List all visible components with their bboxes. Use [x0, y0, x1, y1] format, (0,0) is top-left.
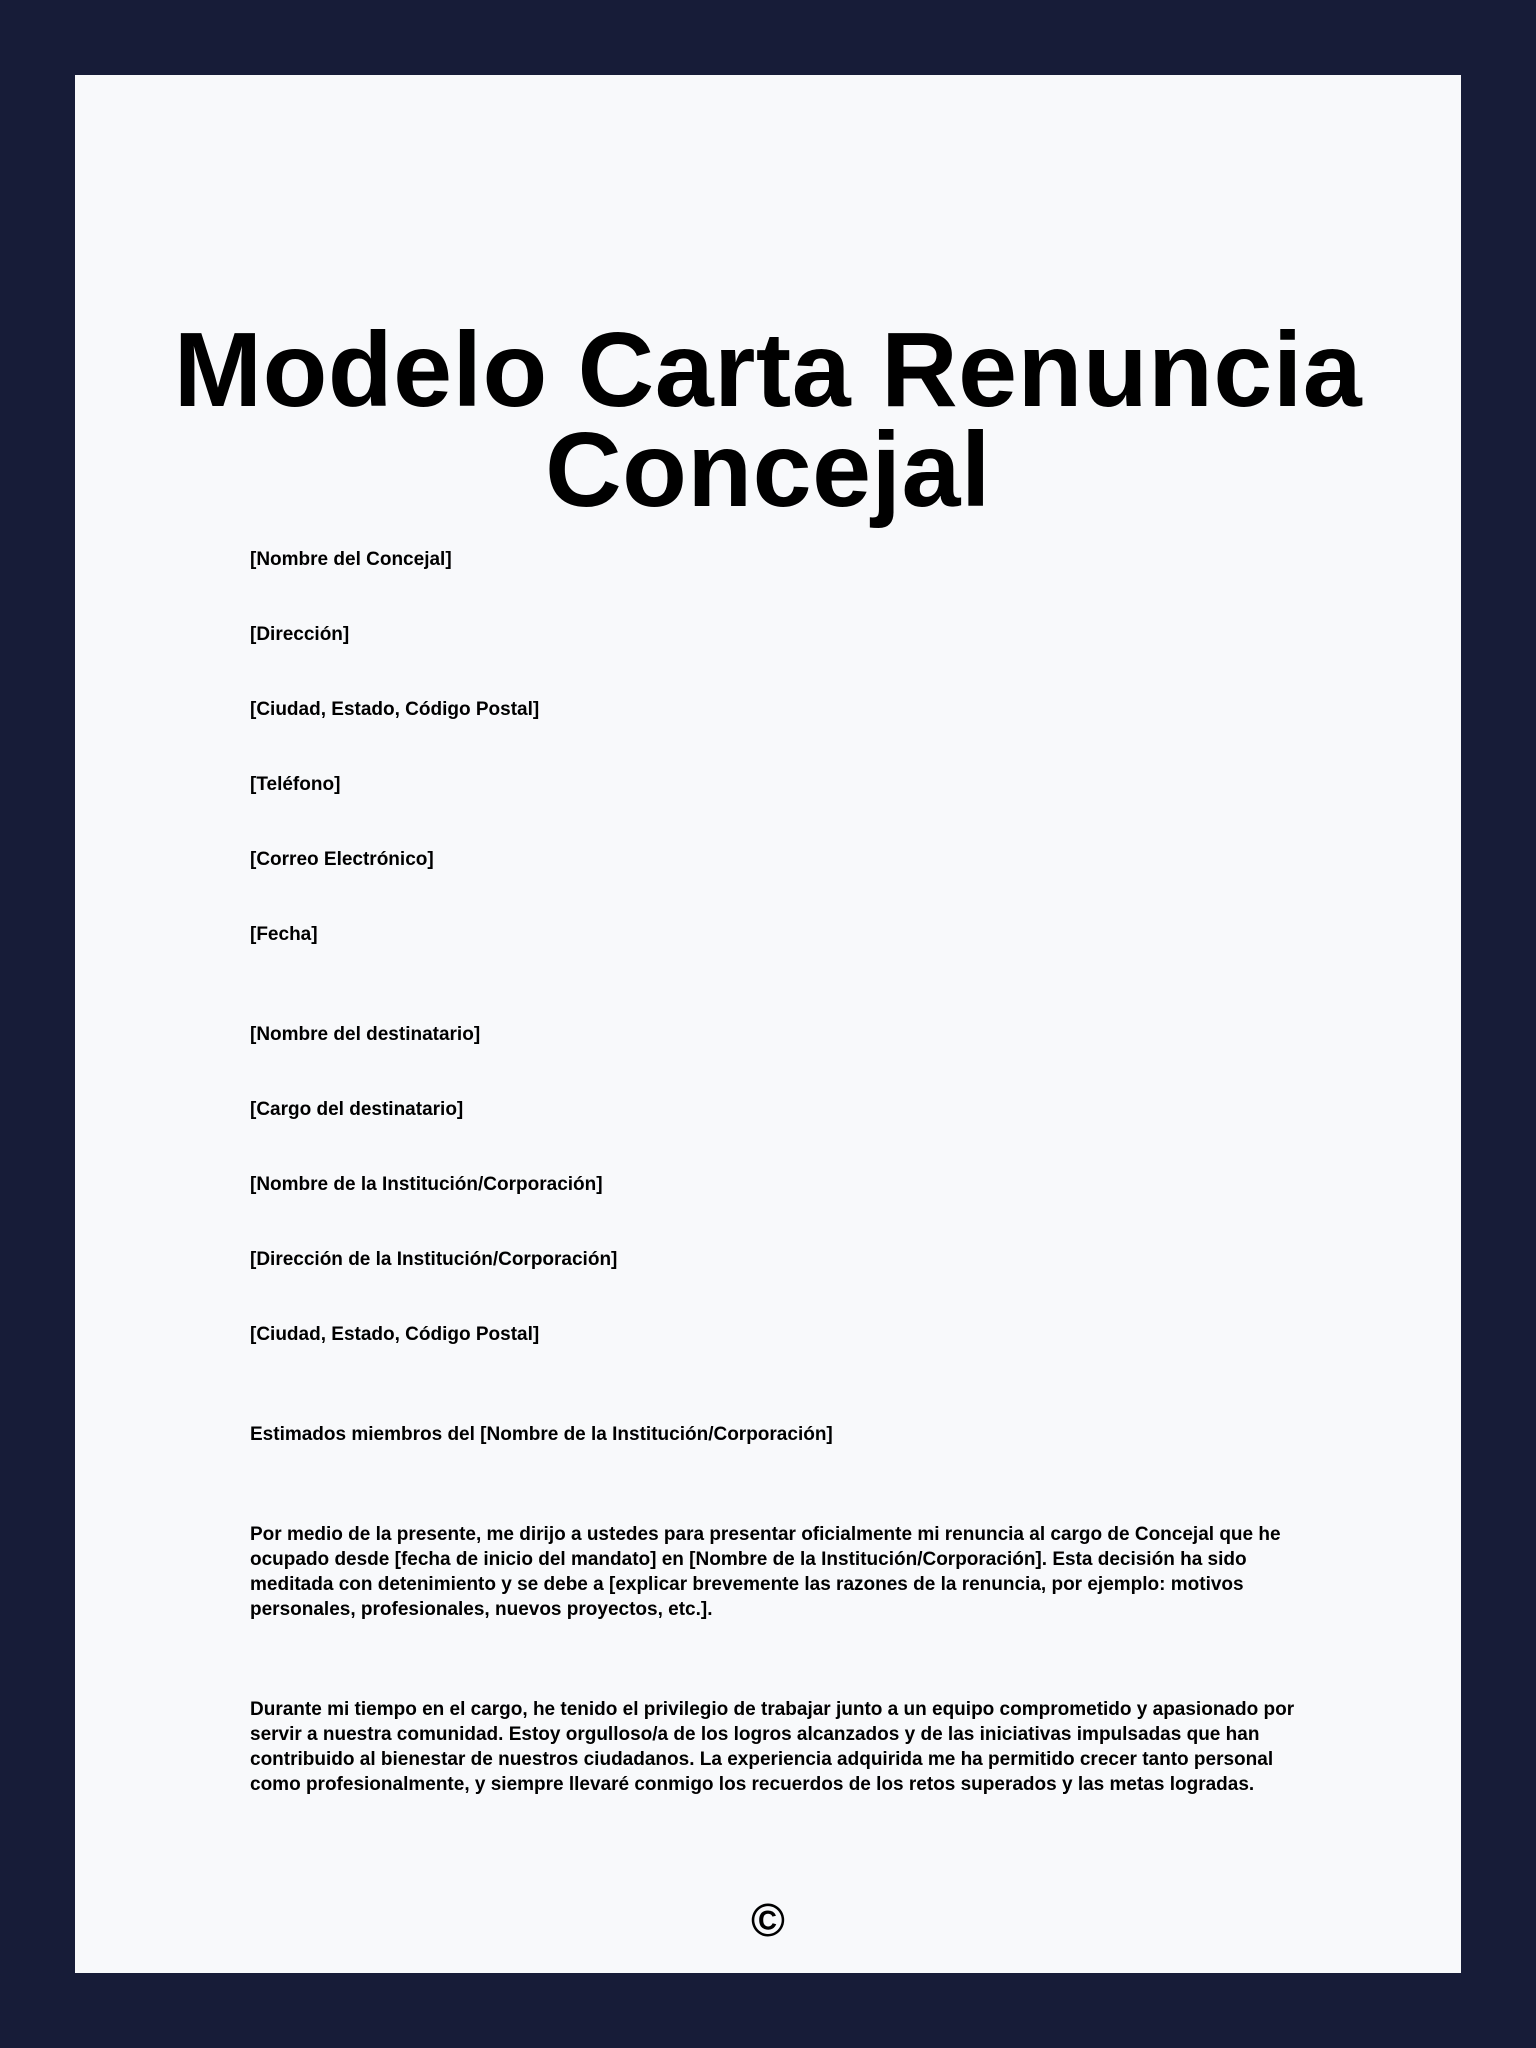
recipient-city: [Ciudad, Estado, Código Postal]	[250, 1324, 540, 1345]
copyright-icon: ©	[751, 1894, 785, 1946]
recipient-name: [Nombre del destinatario]	[250, 1024, 481, 1045]
letter-greeting: Estimados miembros del [Nombre de la Institución/Corporación]	[250, 1424, 833, 1445]
sender-phone: [Teléfono]	[250, 774, 341, 795]
sender-name: [Nombre del Concejal]	[250, 549, 452, 570]
letter-date: [Fecha]	[250, 924, 318, 945]
document-title	[75, 311, 1461, 529]
document-page	[75, 75, 1461, 1973]
title-line-1: Modelo Carta Renuncia	[173, 311, 1363, 429]
recipient-institution: [Nombre de la Institución/Corporación]	[250, 1174, 603, 1195]
sender-address: [Dirección]	[250, 624, 350, 645]
title-line-2: Concejal	[545, 411, 991, 529]
recipient-position: [Cargo del destinatario]	[250, 1099, 464, 1120]
recipient-institution-address: [Dirección de la Institución/Corporación]	[250, 1249, 618, 1270]
body-paragraph-2: Durante mi tiempo en el cargo, he tenido el privilegio de trabajar junto a un equipo comprometido y apasionado por servir a nuestra comunidad. Estoy orgulloso/a de los logros alcanzados y de las iniciativas impulsadas que han contribuido al bienestar de nuestros ciudadanos. La experiencia adquirida me ha permitido crecer tanto personal como profesionalmente, y siempre llevaré conmigo los recuerdos de los retos superados y las metas logradas.	[250, 1699, 1295, 1795]
body-paragraph-1: Por medio de la presente, me dirijo a ustedes para presentar oficialmente mi renuncia al cargo de Concejal que he ocupado desde [fecha de inicio del mandato] en [Nombre de la Institución/Corporación]. Esta decisión ha sido meditada con detenimiento y se debe a [explicar brevemente las razones de la renuncia, por ejemplo: motivos personales, profesionales, nuevos proyectos, etc.].	[250, 1524, 1281, 1620]
sender-email: [Correo Electrónico]	[250, 849, 434, 870]
sender-city: [Ciudad, Estado, Código Postal]	[250, 699, 540, 720]
